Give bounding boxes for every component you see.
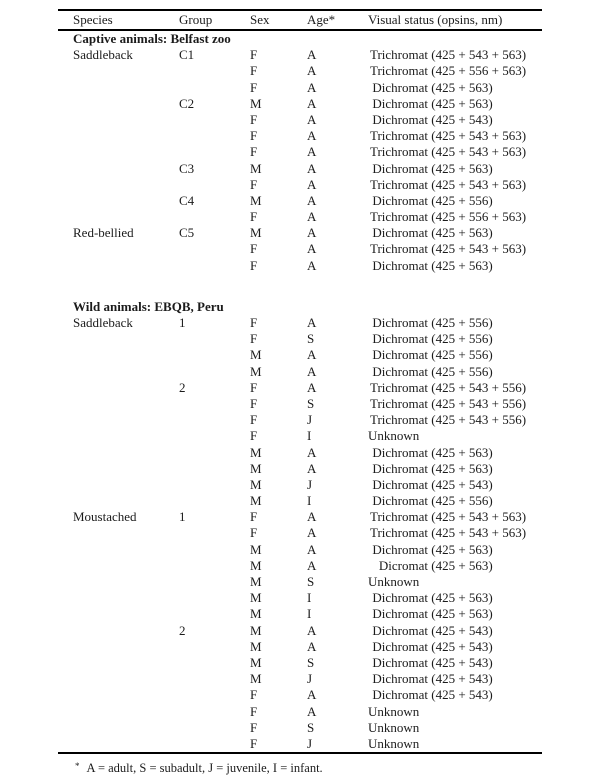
table-row: [58, 574, 542, 590]
cell-age: A: [307, 95, 317, 111]
cell-species: Red-bellied: [73, 225, 134, 241]
cell-visual-status: Trichromat (425 + 543 + 563): [369, 144, 527, 160]
phenotype-name: Dichromat: [372, 257, 428, 273]
table-row: [58, 209, 542, 225]
cell-age: A: [307, 209, 317, 225]
cell-visual-status: Dichromat (425 + 563): [368, 96, 542, 112]
cell-age: A: [307, 363, 317, 379]
cell-species: Moustached: [73, 509, 137, 525]
table-row: [58, 364, 542, 380]
cell-visual-status: Trichromat (425 + 543 + 563): [369, 509, 527, 525]
table-row: [58, 623, 542, 639]
cell-age: A: [307, 622, 317, 638]
cell-age: S: [307, 719, 315, 735]
cell-age: J: [307, 671, 313, 687]
cell-visual-status: Dichromat (425 + 543): [368, 623, 542, 639]
cell-sex: F: [250, 412, 258, 428]
cell-age: A: [307, 557, 317, 573]
table-row: [58, 47, 542, 63]
cell-sex: M: [250, 493, 262, 509]
cell-visual-status: Dichromat (425 + 563): [368, 542, 542, 558]
cell-age: S: [307, 395, 315, 411]
col-header-sex: Sex: [250, 12, 270, 27]
phenotype-name: Dichromat: [372, 541, 428, 557]
phenotype-name: Trichromat: [369, 209, 428, 225]
table-row: [58, 412, 542, 428]
phenotype-name: Trichromat: [369, 395, 428, 411]
phenotype-name: Dichromat: [372, 460, 428, 476]
table-row: [58, 687, 542, 703]
cell-sex: M: [250, 192, 262, 208]
cell-age: J: [307, 412, 313, 428]
cell-visual-status: Dichromat (425 + 556): [368, 493, 542, 509]
cell-age: A: [307, 315, 317, 330]
cell-sex: M: [250, 574, 262, 589]
cell-age: A: [307, 379, 317, 395]
cell-sex: M: [250, 590, 262, 606]
cell-visual-status: Dichromat (425 + 543): [368, 687, 542, 703]
phenotype-name: Dichromat: [372, 444, 428, 460]
table-row: [58, 736, 542, 752]
cell-age: A: [307, 241, 317, 257]
cell-visual-status: Dichromat (425 + 543): [368, 671, 542, 687]
cell-visual-status: Dichromat (425 + 556): [368, 315, 542, 331]
cell-sex: M: [250, 476, 262, 492]
cell-visual-status: Dichromat (425 + 543): [368, 655, 542, 671]
col-header-species: Species: [73, 12, 113, 27]
cell-visual-status: Dichromat (425 + 543): [368, 112, 542, 128]
table-row: [58, 258, 542, 274]
table-row: [58, 315, 542, 331]
cell-sex: F: [250, 144, 258, 160]
cell-group: 1: [179, 315, 186, 330]
phenotype-name: Trichromat: [369, 412, 428, 428]
table-row: [58, 177, 542, 193]
cell-visual-status: Unknown: [368, 574, 420, 589]
cell-visual-status: Dichromat (425 + 563): [368, 225, 542, 241]
footnote-text: A = adult, S = subadult, J = juvenile, I = infant.: [86, 761, 323, 776]
cell-species: Saddleback: [73, 315, 133, 330]
cell-age: A: [307, 638, 317, 654]
cell-age: A: [307, 111, 317, 127]
cell-age: A: [307, 347, 317, 363]
cell-sex: F: [250, 525, 258, 541]
section-title: Wild animals: EBQB, Peru: [73, 298, 224, 314]
table-footnote: [58, 754, 542, 776]
cell-sex: F: [250, 735, 258, 751]
table-header-row: [58, 11, 542, 29]
phenotype-name: Trichromat: [369, 525, 428, 541]
cell-visual-status: Unknown: [368, 735, 420, 751]
cell-visual-status: Dichromat (425 + 556): [368, 193, 542, 209]
phenotype-name: Dichromat: [372, 493, 428, 509]
phenotype-name: Dichromat: [372, 331, 428, 347]
cell-age: A: [307, 79, 317, 95]
cell-age: J: [307, 476, 313, 492]
cell-visual-status: Dichromat (425 + 563): [368, 590, 542, 606]
cell-sex: F: [250, 111, 258, 127]
cell-sex: M: [250, 225, 262, 241]
cell-sex: F: [250, 428, 258, 444]
phenotype-name: Dichromat: [372, 606, 428, 622]
cell-visual-status: Dichromat (425 + 556): [368, 347, 542, 363]
cell-age: A: [307, 687, 317, 703]
phenotype-name: Dichromat: [372, 225, 428, 241]
cell-age: A: [307, 225, 317, 241]
table-row: [58, 241, 542, 257]
cell-age: I: [307, 606, 312, 622]
cell-sex: F: [250, 79, 258, 95]
cell-visual-status: Trichromat (425 + 543 + 563): [369, 176, 527, 192]
cell-sex: F: [250, 176, 258, 192]
table-row: [58, 428, 542, 444]
table-row: [58, 720, 542, 736]
phenotype-name: Dichromat: [372, 622, 428, 638]
table-row: [58, 655, 542, 671]
phenotype-name: Dicromat: [378, 557, 428, 573]
cell-age: A: [307, 144, 317, 160]
cell-visual-status: Trichromat (425 + 556 + 563): [369, 209, 527, 225]
phenotype-name: Dichromat: [372, 638, 428, 654]
cell-visual-status: Dicromat (425 + 563): [368, 558, 542, 574]
cell-age: A: [307, 525, 317, 541]
table-row: [58, 144, 542, 160]
cell-sex: M: [250, 541, 262, 557]
phenotype-name: Trichromat: [369, 509, 428, 525]
cell-visual-status: Unknown: [368, 428, 420, 444]
cell-sex: F: [250, 687, 258, 703]
phenotype-name: Trichromat: [369, 128, 428, 144]
cell-age: I: [307, 428, 312, 444]
cell-sex: M: [250, 95, 262, 111]
table-row: [58, 590, 542, 606]
phenotype-name: Dichromat: [372, 111, 428, 127]
phenotype-name: Dichromat: [372, 363, 428, 379]
cell-visual-status: Dichromat (425 + 563): [368, 461, 542, 477]
cell-sex: F: [250, 719, 258, 735]
table-body: [58, 31, 542, 752]
cell-sex: M: [250, 444, 262, 460]
table-row: [58, 161, 542, 177]
cell-sex: F: [250, 703, 258, 719]
table-row: [58, 80, 542, 96]
cell-group: 2: [179, 379, 186, 395]
cell-visual-status: Unknown: [368, 719, 420, 735]
cell-visual-status: Dichromat (425 + 543): [368, 477, 542, 493]
cell-sex: M: [250, 160, 262, 176]
cell-visual-status: Unknown: [368, 703, 420, 719]
cell-age: A: [307, 128, 317, 144]
cell-visual-status: Dichromat (425 + 556): [368, 364, 542, 380]
phenotype-name: Trichromat: [369, 63, 428, 79]
cell-group: C4: [179, 192, 195, 208]
table-row: [58, 461, 542, 477]
cell-visual-status: Dichromat (425 + 556): [368, 331, 542, 347]
cell-age: S: [307, 574, 315, 589]
table-row: [58, 396, 542, 412]
table-row: [58, 225, 542, 241]
phenotype-name: Dichromat: [372, 315, 428, 330]
cell-age: A: [307, 444, 317, 460]
phenotype-name: Dichromat: [372, 160, 428, 176]
cell-sex: M: [250, 654, 262, 670]
cell-group: 2: [179, 622, 186, 638]
cell-visual-status: Trichromat (425 + 543 + 563): [369, 47, 527, 63]
footnote-marker: *: [75, 761, 80, 772]
cell-visual-status: Trichromat (425 + 543 + 563): [369, 241, 527, 257]
cell-sex: M: [250, 606, 262, 622]
cell-sex: F: [250, 257, 258, 273]
cell-sex: M: [250, 460, 262, 476]
cell-sex: F: [250, 241, 258, 257]
table-row: [58, 671, 542, 687]
cell-age: A: [307, 63, 317, 79]
cell-sex: M: [250, 557, 262, 573]
cell-group: C3: [179, 160, 195, 176]
table-row: [58, 347, 542, 363]
cell-sex: F: [250, 128, 258, 144]
phenotype-name: Dichromat: [372, 79, 428, 95]
cell-age: J: [307, 735, 313, 751]
table-row: [58, 193, 542, 209]
cell-age: A: [307, 541, 317, 557]
cell-age: A: [307, 47, 317, 63]
table-row: [58, 380, 542, 396]
cell-visual-status: Dichromat (425 + 543): [368, 639, 542, 655]
phenotype-name: Dichromat: [372, 654, 428, 670]
cell-species: Saddleback: [73, 47, 133, 63]
cell-age: A: [307, 160, 317, 176]
table-row: [58, 96, 542, 112]
table-row: [58, 704, 542, 720]
table-row: [58, 493, 542, 509]
cell-visual-status: Trichromat (425 + 543 + 556): [369, 379, 527, 395]
cell-age: A: [307, 460, 317, 476]
phenotype-name: Dichromat: [372, 192, 428, 208]
table-row: [58, 331, 542, 347]
cell-age: A: [307, 192, 317, 208]
table-row: [58, 445, 542, 461]
phenotype-name: Dichromat: [372, 590, 428, 606]
cell-sex: F: [250, 63, 258, 79]
table-row: [58, 63, 542, 79]
cell-sex: F: [250, 331, 258, 347]
cell-age: S: [307, 331, 315, 347]
cell-sex: F: [250, 209, 258, 225]
cell-group: C5: [179, 225, 195, 241]
col-header-visual-status: Visual status (opsins, nm): [368, 12, 503, 27]
cell-visual-status: Dichromat (425 + 563): [368, 258, 542, 274]
table-row: [58, 542, 542, 558]
cell-sex: F: [250, 379, 258, 395]
phenotype-name: Dichromat: [372, 687, 428, 703]
cell-group: C2: [179, 95, 195, 111]
cell-age: S: [307, 654, 315, 670]
phenotype-name: Trichromat: [369, 379, 428, 395]
cell-visual-status: Trichromat (425 + 543 + 563): [369, 525, 527, 541]
table-row: [58, 639, 542, 655]
section-gap: [58, 274, 542, 299]
col-header-group: Group: [179, 12, 213, 27]
section-title: Captive animals: Belfast zoo: [73, 31, 231, 46]
cell-age: A: [307, 703, 317, 719]
phenotype-name: Trichromat: [369, 144, 428, 160]
table-row: [58, 477, 542, 493]
cell-visual-status: Trichromat (425 + 543 + 556): [369, 412, 527, 428]
table-row: [58, 525, 542, 541]
phenotype-name: Dichromat: [372, 671, 428, 687]
cell-group: 1: [179, 509, 186, 525]
cell-visual-status: Trichromat (425 + 556 + 563): [369, 63, 527, 79]
cell-sex: M: [250, 622, 262, 638]
cell-age: A: [307, 509, 317, 525]
table-row: [58, 509, 542, 525]
cell-sex: M: [250, 363, 262, 379]
cell-age: A: [307, 257, 317, 273]
phenotype-name: Trichromat: [369, 47, 428, 63]
cell-age: A: [307, 176, 317, 192]
col-header-age: Age*: [307, 12, 336, 27]
cell-visual-status: Dichromat (425 + 563): [368, 80, 542, 96]
cell-sex: F: [250, 509, 258, 525]
cell-age: I: [307, 493, 312, 509]
cell-age: I: [307, 590, 312, 606]
cell-sex: M: [250, 638, 262, 654]
table-row: [58, 558, 542, 574]
opsin-status-table: [58, 9, 542, 776]
phenotype-name: Dichromat: [372, 476, 428, 492]
cell-visual-status: Trichromat (425 + 543 + 556): [369, 395, 527, 411]
cell-sex: F: [250, 315, 258, 330]
phenotype-name: Dichromat: [372, 95, 428, 111]
phenotype-name: Trichromat: [369, 176, 428, 192]
phenotype-name: Trichromat: [369, 241, 428, 257]
cell-sex: F: [250, 47, 258, 63]
phenotype-name: Dichromat: [372, 347, 428, 363]
table-row: [58, 128, 542, 144]
cell-group: C1: [179, 47, 195, 63]
cell-sex: M: [250, 671, 262, 687]
cell-visual-status: Dichromat (425 + 563): [368, 606, 542, 622]
table-row: [58, 606, 542, 622]
cell-sex: M: [250, 347, 262, 363]
cell-sex: F: [250, 395, 258, 411]
table-row: [58, 112, 542, 128]
cell-visual-status: Dichromat (425 + 563): [368, 445, 542, 461]
cell-visual-status: Dichromat (425 + 563): [368, 161, 542, 177]
cell-visual-status: Trichromat (425 + 543 + 563): [369, 128, 527, 144]
